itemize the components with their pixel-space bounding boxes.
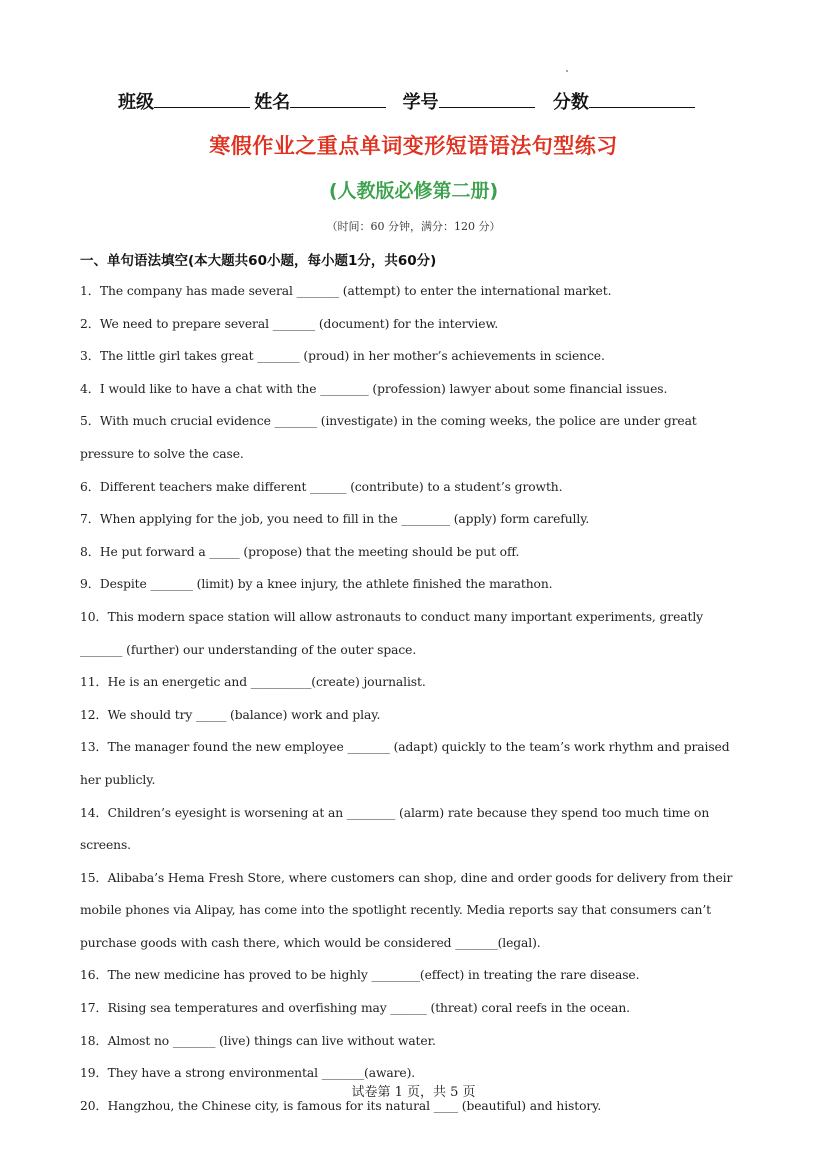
question-item: 16．The new medicine has proved to be highly ________(effect) in treating the rare disease.: [80, 968, 640, 983]
score-label: 分数: [552, 92, 589, 113]
question-list: [80, 275, 748, 1122]
class-blank[interactable]: [154, 89, 250, 108]
question-item: 2．We need to prepare several _______ (document) for the interview.: [80, 316, 499, 331]
question-item: 20．Hangzhou, the Chinese city, is famous for its natural ____ (beautiful) and history.: [80, 1098, 602, 1113]
question-item: 10．This modern space station will allow astronauts to conduct many important experiments, greatly _______ (further) our understanding of the outer space.: [80, 609, 704, 657]
page-subtitle: (人教版必修第二册): [328, 180, 499, 202]
question-item: 7．When applying for the job, you need to fill in the ________ (apply) form carefully.: [80, 512, 590, 527]
stray-dot: [566, 70, 568, 72]
student-no-label: 学号: [402, 92, 439, 113]
section-heading: 一、单句语法填空(本大题共60小题，每小题1分，共60分): [80, 253, 437, 269]
question-item: 11．He is an energetic and __________(create) journalist.: [80, 675, 426, 690]
question-item: 19．They have a strong environmental _______(aware).: [80, 1066, 416, 1081]
question-item: 12．We should try _____ (balance) work and play.: [80, 707, 381, 722]
question-item: 4．I would like to have a chat with the ________ (profession) lawyer about some financial issues.: [80, 381, 668, 396]
page-title: 寒假作业之重点单词变形短语语法句型练习: [209, 134, 618, 158]
question-item: 18．Almost no _______ (live) things can live without water.: [80, 1033, 436, 1048]
time-note: （时间：60 分钟，满分：120 分）: [326, 220, 501, 233]
student-info-line: [118, 88, 718, 114]
name-blank[interactable]: [290, 89, 386, 108]
question-item: 5．With much crucial evidence _______ (investigate) in the coming weeks, the police are under great pressure to solve the case.: [80, 414, 697, 461]
question-item: 1．The company has made several _______ (attempt) to enter the international market.: [80, 284, 612, 298]
question-item: 17．Rising sea temperatures and overfishing may ______ (threat) coral reefs in the ocean.: [80, 1001, 630, 1016]
question-item: 14．Children’s eyesight is worsening at an ________ (alarm) rate because they spend too much time on screens.: [80, 805, 710, 853]
question-item: 15．Alibaba’s Hema Fresh Store, where customers can shop, dine and order goods for delivery from their mobile phones via Alipay, has come into the spotlight recently. Media reports say that consumers can’t purchase goods with cash there, which would be considered _______(legal).: [80, 870, 733, 950]
question-item: 8．He put forward a _____ (propose) that the meeting should be put off.: [80, 544, 520, 559]
question-item: 13．The manager found the new employee _______ (adapt) quickly to the team’s work rhythm and praised her publicly.: [80, 740, 730, 787]
question-item: 9．Despite _______ (limit) by a knee injury, the athlete finished the marathon.: [80, 577, 553, 592]
class-label: 班级: [118, 92, 154, 113]
student-no-blank[interactable]: [439, 89, 535, 108]
question-item: 6．Different teachers make different ______ (contribute) to a student’s growth.: [80, 479, 563, 494]
name-label: 姓名: [254, 92, 291, 113]
page-footer: 试卷第 1 页，共 5 页: [351, 1085, 476, 1100]
question-item: 3．The little girl takes great _______ (proud) in her mother’s achievements in science.: [80, 349, 605, 364]
score-blank[interactable]: [589, 89, 695, 108]
